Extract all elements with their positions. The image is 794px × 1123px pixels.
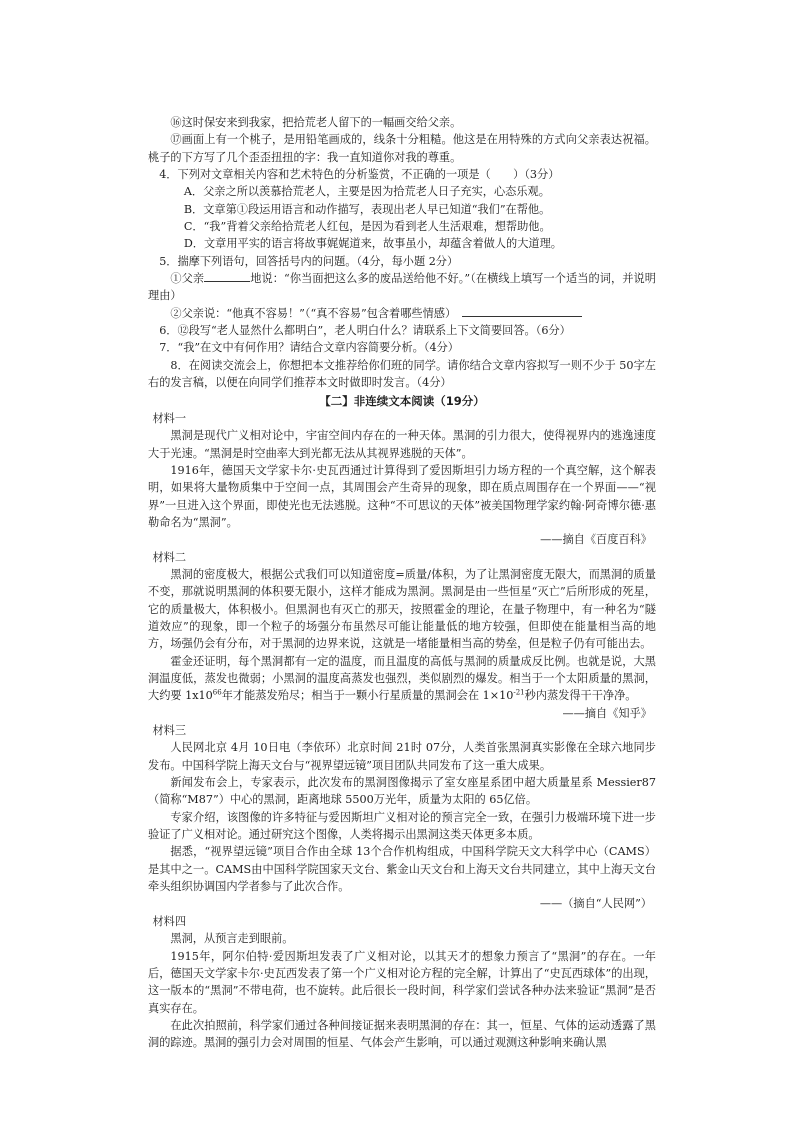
material-3-paragraph: 人民网北京 4月 10日电（李依环）北京时间 21时 07分，人类首张黑洞真实影像在全球六地同步发布。中国科学院上海天文台与“视界望远镜”项目团队共同发布了这一重大成果。 xyxy=(148,741,656,772)
section-title: 【二】非连续文本阅读（19分） xyxy=(319,393,485,408)
material-1-paragraph: 1916年，德国天文学家卡尔·史瓦西通过计算得到了爱因斯坦引力场方程的一个真空解，这个解表明，如果将大量物质集中于空间一点，其周围会产生奇异的现象，即在质点周围存在一个界面——“视界”一旦进入这个界面，即使光也无法逃脱。这种“不可思议的天体”被美国物理学家约翰·阿奇博尔德·惠勒命名为“黑洞”。 xyxy=(148,463,656,529)
exponent: -21 xyxy=(513,688,525,697)
question-4-option-a: A．父亲之所以羡慕拾荒老人，主要是因为拾荒老人日子充实，心态乐观。 xyxy=(183,185,550,199)
material-3-paragraph: 专家介绍，该图像的许多特征与爱因斯坦广义相对论的预言完全一致，在强引力极端环境下进一步验证了广义相对论。通过研究这个图像，人类将揭示出黑洞这类天体更多本质。 xyxy=(148,810,656,842)
material-2-text: 霍金还证明，每个黑洞都有一定的温度，而且温度的高低与黑洞的质量成反比例。也就是说，大黑洞温度低，蒸发也微弱；小黑洞的温度高蒸发也强烈，类似剧烈的爆发。相当于一个太阳质量的黑洞，大约要 1x10 xyxy=(148,654,656,703)
material-3-paragraph: 新闻发布会上，专家表示，此次发布的黑洞图像揭示了室女座星系团中超大质量星系 Messier87（简称“M87”）中心的黑洞，距离地球 5500万光年，质量为太阳的 65亿倍。 xyxy=(148,776,656,807)
question-4: 4．下列对文章相关内容和艺术特色的分析鉴赏，不正确的一项是（ ）（3分） xyxy=(159,168,560,182)
material-3-citation: ——（摘自“人民网”） xyxy=(539,897,652,911)
material-2-paragraph: 黑洞的密度极大，根据公式我们可以知道密度=质量/体积，为了让黑洞密度无限大，而黑洞的质量不变，那就说明黑洞的体积要无限小，这样才能成为黑洞。黑洞是由一些恒星“灭亡”后所形成的死星，它的质量极大，体积极小。但黑洞也有灭亡的那天，按照霍金的理论，在量子物理中，有一种名为“隧道效应”的现象，即一个粒子的场强分布虽然尽可能让能量低的地方较强，但即使在能量相当高的地方，场强仍会有分布，对于黑洞的边界来说，这就是一堵能量相当高的势垒，但是粒子仍有可能出去。 xyxy=(148,567,656,651)
exam-page xyxy=(148,114,656,1052)
material-4-paragraph: 1915年，阿尔伯特·爱因斯坦发表了广义相对论，以其天才的想象力预言了“黑洞”的存在。一年后，德国天文学家卡尔·史瓦西发表了第一个广义相对论方程的完全解，计算出了“史瓦西球体”的出现，这一版本的“黑洞”不带电荷，也不旋转。此后很长一段时间，科学家们尝试各种办法来验证“黑洞”是否真实存在。 xyxy=(148,949,656,1015)
question-5-item-2 xyxy=(148,305,656,322)
story-paragraph-16: ⑯这时保安来到我家，把拾荒老人留下的一幅画交给父亲。 xyxy=(170,116,462,129)
material-3-label: 材料三 xyxy=(152,724,187,738)
answer-blank[interactable] xyxy=(204,281,250,282)
question-5-item-1-lead: ①父亲 xyxy=(170,272,205,286)
question-5-item-1-rest: 地说：“你当面把这么多的废品送给他不好。”（在横线上填写一个适当的词，并说明理由） xyxy=(148,272,656,303)
material-2-paragraph xyxy=(148,653,656,705)
material-4-paragraph: 在此次拍照前，科学家们通过各种间接证据来表明黑洞的存在：其一，恒星、气体的运动透露了黑洞的踪迹。黑洞的强引力会对周围的恒星、气体会产生影响，可以通过观测这种影响来确认黑 xyxy=(148,1018,656,1050)
question-4-option-d: D．文章用平实的语言将故事娓娓道来，故事虽小，却蕴含着做人的大道理。 xyxy=(183,237,562,251)
material-2-citation: ——摘自《知乎》 xyxy=(562,706,652,720)
material-2-text: 年才能蒸发殆尽；相当于一颗小行星质量的黑洞会在 1×10 xyxy=(221,689,514,703)
material-4-paragraph: 黑洞，从预言走到眼前。 xyxy=(170,932,294,946)
question-6: 6．⑫段写“老人显然什么都明白”，老人明白什么？请联系上下文简要回答。（6分） xyxy=(159,324,571,338)
answer-line[interactable] xyxy=(462,316,582,317)
material-4-label: 材料四 xyxy=(152,914,187,928)
story-paragraph-17: ⑰画面上有一个桃子，是用铅笔画成的，线条十分粗糙。他这是在用特殊的方式向父亲表达祝福。桃子的下方写了几个歪歪扭扭的字：我一直知道你对我的尊重。 xyxy=(148,133,656,164)
question-4-option-b: B．文章第①段运用语言和动作描写，表现出老人早已知道“我们”在帮他。 xyxy=(183,202,551,216)
question-8: 8．在阅读交流会上，你想把本文推荐给你们班的同学。请你结合文章内容拟写一则不少于 50字左右的发言稿，以便在向同学们推荐本文时做即时发言。（4分） xyxy=(148,358,656,390)
exponent: 66 xyxy=(212,688,222,697)
question-5-item-1 xyxy=(148,270,656,305)
material-2-label: 材料二 xyxy=(152,550,187,564)
question-5-item-2-text: ②父亲说：“他真不容易！”（“真不容易”包含着哪些情感） xyxy=(170,306,457,320)
question-7: 7．“我”在文中有何作用？请结合文章内容简要分析。（4分） xyxy=(159,341,459,355)
material-1-paragraph: 黑洞是现代广义相对论中，宇宙空间内存在的一种天体。黑洞的引力很大，使得视界内的逃逸速度大于光速。“黑洞是时空曲率大到光都无法从其视界逃脱的天体”。 xyxy=(148,429,656,460)
material-2-text: 秒内蒸发得干干净净。 xyxy=(524,689,637,703)
material-1-label: 材料一 xyxy=(152,411,187,425)
question-5: 5．揣摩下列语句，回答括号内的问题。（4分，每小题 2分） xyxy=(159,254,459,268)
question-4-option-c: C．“我”背着父亲给拾荒老人红包，是因为看到老人生活艰难，想帮助他。 xyxy=(183,220,551,234)
material-3-paragraph: 据悉，“视界望远镜”项目合作由全球 13个合作机构组成，中国科学院天文大科学中心（CAMS）是其中之一。CAMS由中国科学院国家天文台、紫金山天文台和上海天文台共同建立，其中上海天文台牵头组织协调国内学者参与了此次合作。 xyxy=(148,845,656,894)
material-1-citation: ——摘自《百度百科》 xyxy=(540,533,652,547)
